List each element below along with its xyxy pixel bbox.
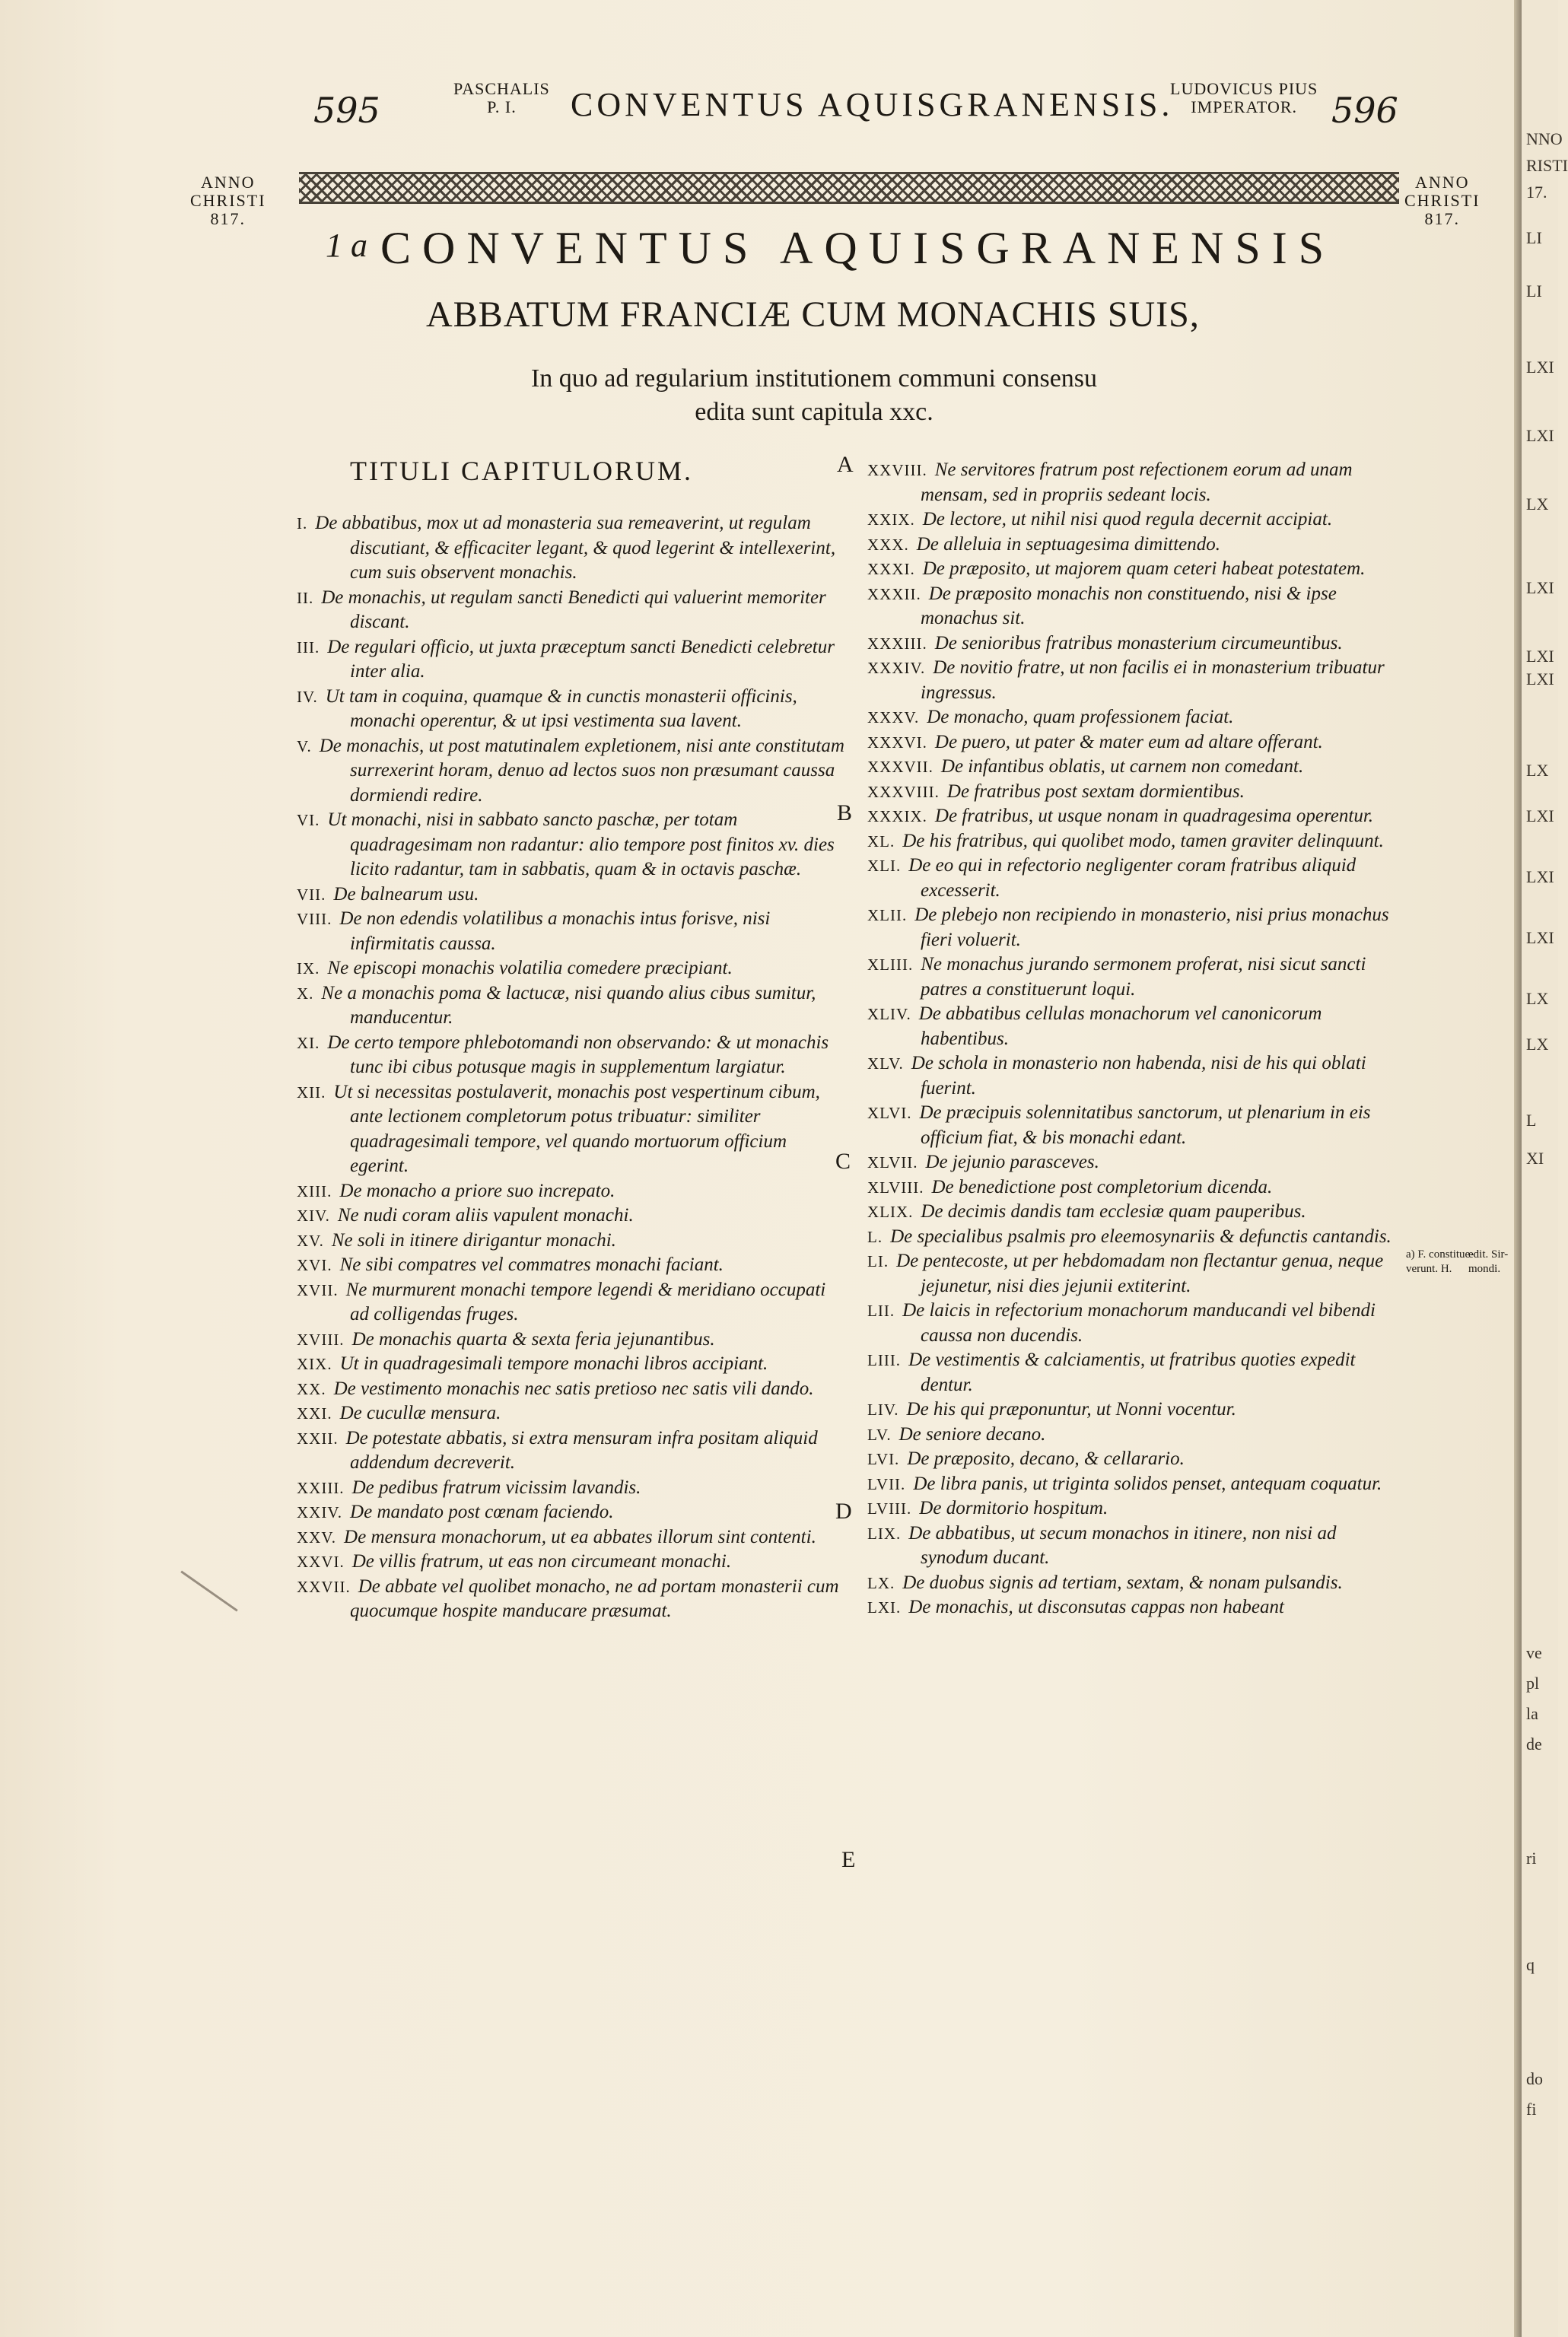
chapter-item-text: De specialibus psalmis pro eleemosynariis & defunctis cantandis. <box>890 1226 1391 1247</box>
ink-smudge <box>180 1570 237 1611</box>
chapter-item-number: IX. <box>297 959 320 978</box>
chapter-item <box>867 854 1400 903</box>
chapter-item-text: De villis fratrum, ut eas non circumeant monachi. <box>351 1551 732 1572</box>
chapter-item-text: De eo qui in refectorio negligenter coram fratribus aliquid excesserit. <box>908 855 1356 901</box>
next-page-fragment: LXI <box>1526 928 1554 947</box>
chapter-item-text: Ne servitores fratrum post refectionem eorum ad unam mensam, sed in propriis sedeant locis. <box>921 459 1353 505</box>
chapter-item-number: XVII. <box>297 1280 339 1299</box>
next-page-fragment: 17. <box>1526 183 1547 202</box>
chapter-item <box>297 1575 844 1624</box>
chapter-item-number: XXII. <box>297 1429 339 1448</box>
chapter-item-number: XLVIII. <box>867 1178 924 1197</box>
page-number-right: 596 <box>1331 90 1398 131</box>
next-page-fragment: pl <box>1526 1674 1540 1693</box>
anno-right-line2: CHRISTI <box>1404 191 1481 210</box>
chapter-item-number: XIX. <box>297 1355 332 1373</box>
chapter-item-text: De abbatibus cellulas monachorum vel canonicorum habentibus. <box>918 1003 1322 1049</box>
chapter-item-text: Ne soli in itinere dirigantur monachi. <box>331 1229 616 1251</box>
chapter-item-text: De fratribus post sextam dormientibus. <box>946 781 1245 802</box>
chapter-item-text: De senioribus fratribus monasterium circumeuntibus. <box>934 632 1343 653</box>
chapter-item-text: De balnearum usu. <box>333 883 479 905</box>
running-head-left-line1: PASCHALIS <box>453 79 550 98</box>
chapter-item-number: XXXV. <box>867 708 920 727</box>
next-page-fragment: RISTI <box>1526 156 1568 175</box>
chapter-item-text: De abbatibus, mox ut ad monasteria sua remeaverint, ut regulam discutiant, & efficaciter legant, & quod legerint & intellexerint, cum suis observent monachis. <box>315 513 836 583</box>
chapter-item <box>297 1401 844 1426</box>
chapter-item-number: XLIV. <box>867 1005 911 1023</box>
chapter-item-number: LIV. <box>867 1401 899 1419</box>
chapter-item <box>297 808 844 882</box>
chapter-item-number: LVIII. <box>867 1499 912 1518</box>
chapter-item-number: IV. <box>297 687 318 706</box>
next-page-fragment: ve <box>1526 1643 1542 1662</box>
chapter-item-number: XXX. <box>867 535 909 554</box>
chapter-item-text: De benedictione post completorium dicenda. <box>931 1176 1273 1197</box>
chapter-item-number: III. <box>297 638 320 657</box>
chapter-item-text: De infantibus oblatis, ut carnem non comedant. <box>940 756 1304 777</box>
chapter-item-text: De fratribus, ut usque nonam in quadragesima operentur. <box>934 806 1374 826</box>
chapter-item-number: XXVII. <box>297 1577 351 1596</box>
footnote-text2: verunt. H. <box>1406 1263 1452 1275</box>
next-page-fragment: LXI <box>1526 647 1554 666</box>
chapter-item-text: Ne monachus jurando sermonem proferat, nisi sicut sancti patres a constituerunt loqui. <box>921 954 1366 1000</box>
next-page-fragment: LI <box>1526 281 1542 300</box>
next-page-fragment: LXI <box>1526 578 1554 597</box>
chapter-item <box>867 1249 1400 1299</box>
chapter-item <box>297 734 844 809</box>
chapter-item-number: VI. <box>297 811 320 829</box>
chapter-item <box>867 1101 1400 1150</box>
main-title: CONVENTUS AQUISGRANENSIS <box>380 223 1336 273</box>
chapter-item-text: De his fratribus, qui quolibet modo, tamen graviter delinquunt. <box>902 830 1384 851</box>
running-title: CONVENTUS AQUISGRANENSIS. <box>571 86 1174 123</box>
chapter-item-text: De monachis, ut post matutinalem expletionem, nisi ante constitutam surrexerint horam, denuo ad lectos suos non præsumant caussa dormiendi redire. <box>319 735 844 806</box>
chapter-item-number: XXV. <box>297 1528 337 1547</box>
next-page-fragment: LX <box>1526 761 1549 780</box>
chapter-item-text: De abbate vel quolibet monacho, ne ad portam monasterii cum quocumque hospite manducare præsumat. <box>350 1575 839 1621</box>
footnote-text1: a) F. constitue- <box>1406 1248 1474 1261</box>
chapter-item <box>297 882 844 908</box>
next-page-fragment: fi <box>1526 2100 1537 2119</box>
chapter-item-text: De mandato post cœnam faciendo. <box>350 1502 614 1522</box>
chapter-item <box>867 1051 1400 1101</box>
running-head-left-line2: P. I. <box>487 97 517 116</box>
margin-letter-c: C <box>835 1149 851 1174</box>
chapter-item-number: VIII. <box>297 910 332 928</box>
chapter-item <box>297 1031 844 1080</box>
next-page-fragment: LX <box>1526 494 1549 514</box>
chapter-item <box>867 1200 1400 1225</box>
chapter-item <box>867 1348 1400 1397</box>
anno-left-line1: ANNO <box>201 173 256 192</box>
chapter-item <box>867 1175 1400 1200</box>
chapter-item-text: Ne murmurent monachi tempore legendi & meridiano occupati ad colligendas fruges. <box>345 1279 826 1324</box>
chapter-item-number: XLVI. <box>867 1104 912 1122</box>
next-page-fragment: de <box>1526 1734 1542 1754</box>
chapter-item <box>297 981 844 1031</box>
chapter-item <box>867 755 1400 780</box>
next-page-fragment: la <box>1526 1704 1538 1723</box>
chapter-item-number: XXXII. <box>867 584 921 603</box>
footnote-text3: edit. Sir- <box>1468 1248 1509 1261</box>
chapter-item <box>867 1150 1400 1175</box>
anno-left-line3: 817. <box>210 209 246 228</box>
chapter-item <box>297 956 844 981</box>
chapter-item-text: De monachis, ut regulam sancti Benedicti qui valuerint memoriter discant. <box>321 587 826 632</box>
chapter-item-text: De præcipuis solennitatibus sanctorum, ut plenarium in eis officium fiat, & bis monachi edant. <box>919 1102 1371 1148</box>
chapter-item-number: XLI. <box>867 857 902 875</box>
next-page-fragment: LX <box>1526 1035 1549 1054</box>
page-number-left: 595 <box>313 90 380 131</box>
chapter-item-number: V. <box>297 736 312 755</box>
footnote-right <box>1468 1248 1514 1277</box>
chapter-list-left <box>297 511 844 1624</box>
next-page-fragment: LXI <box>1526 867 1554 886</box>
chapter-item-number: XVI. <box>297 1256 332 1274</box>
chapter-item <box>867 1595 1400 1620</box>
chapter-item-text: De præposito monachis non constituendo, nisi & ipse monachus sit. <box>921 583 1337 628</box>
chapter-item-number: XXXIX. <box>867 807 927 825</box>
chapter-item-text: De dormitorio hospitum. <box>919 1498 1108 1518</box>
chapter-item-text: De non edendis volatilibus a monachis intus forisve, nisi infirmitatis caussa. <box>339 908 771 954</box>
chapter-item-text: Ut si necessitas postulaverit, monachis post vespertinum cibum, ante lectionem completorum potus tribuatur: similiter quadragesimali tempore, vel quando mortuorum officium egerint. <box>333 1081 820 1176</box>
chapter-item-number: XXXI. <box>867 560 915 578</box>
subtitle-line2: edita sunt capitula xxc. <box>695 398 933 426</box>
chapter-item <box>297 511 844 586</box>
chapter-item-text: De vestimento monachis nec satis pretioso nec satis vili dando. <box>333 1378 814 1399</box>
next-page-fragment: LXI <box>1526 806 1554 825</box>
margin-letter-b: B <box>837 800 853 825</box>
chapter-item-number: XV. <box>297 1231 324 1250</box>
chapter-item-text: Ut in quadragesimali tempore monachi libros accipiant. <box>339 1353 768 1374</box>
next-page-fragment: ri <box>1526 1849 1537 1868</box>
subtitle-line1: In quo ad regularium institutionem communi consensu <box>530 364 1098 393</box>
chapter-item <box>867 705 1400 730</box>
chapter-item <box>867 533 1400 558</box>
chapter-item-number: XXXVI. <box>867 733 927 752</box>
chapter-item-text: De potestate abbatis, si extra mensuram infra positam aliquid addendum decreverit. <box>345 1427 818 1473</box>
chapter-item-text: De monacho, quam professionem faciat. <box>927 707 1234 727</box>
next-page-edge <box>1522 0 1568 2337</box>
next-page-fragment: LXI <box>1526 358 1554 377</box>
chapter-item-number: XL. <box>867 831 895 851</box>
chapter-item <box>867 1423 1400 1448</box>
chapter-item-number: LVII. <box>867 1474 906 1493</box>
chapter-item-number: XXXVII. <box>867 758 933 776</box>
chapter-item-text: De abbatibus, ut secum monachos in itinere, non nisi ad synodum ducant. <box>908 1522 1337 1568</box>
decorative-border-icon <box>299 172 1399 204</box>
chapter-item-text: De puero, ut pater & mater eum ad altare offerant. <box>934 731 1323 752</box>
chapter-item <box>297 1229 844 1254</box>
chapter-item-text: De monachis, ut disconsutas cappas non habeant <box>908 1597 1284 1617</box>
chapter-item-number: XXXVIII. <box>867 782 940 801</box>
margin-letter-a: A <box>837 452 854 477</box>
chapter-item <box>867 804 1400 829</box>
chapter-item-text: De monacho a priore suo increpato. <box>339 1180 615 1201</box>
chapter-item-number: L. <box>867 1227 883 1246</box>
chapter-item-number: XXIX. <box>867 510 915 529</box>
book-gutter <box>1514 0 1522 2337</box>
chapter-item <box>297 1179 844 1204</box>
chapter-item-text: Ne episcopi monachis volatilia comedere præcipiant. <box>327 958 733 978</box>
running-head-right-line1: LUDOVICUS PIUS <box>1170 79 1318 98</box>
chapter-item-number: II. <box>297 588 314 607</box>
chapter-item-number: LX. <box>867 1573 895 1592</box>
running-head-right <box>1170 80 1318 116</box>
chapter-item-number: XX. <box>297 1379 326 1398</box>
chapter-item-text: De duobus signis ad tertiam, sextam, & nonam pulsandis. <box>902 1572 1343 1593</box>
chapter-item-number: LXI. <box>867 1598 902 1617</box>
chapter-item-number: LIX. <box>867 1524 902 1543</box>
chapter-item-number: XXVIII. <box>867 461 927 479</box>
chapter-item-text: De plebejo non recipiendo in monasterio, nisi prius monachus fieri voluerit. <box>914 905 1389 950</box>
chapter-item-text: De monachis quarta & sexta feria jejunantibus. <box>351 1328 715 1350</box>
chapter-item-number: LII. <box>867 1302 895 1320</box>
chapter-item <box>867 507 1400 533</box>
chapter-item-number: XIV. <box>297 1207 330 1225</box>
chapter-item-text: De laicis in refectorium monachorum manducandi vel bibendi caussa non ducendis. <box>902 1300 1376 1346</box>
chapter-item <box>297 1550 844 1575</box>
chapter-item-text: De decimis dandis tam ecclesiæ quam pauperibus. <box>921 1201 1306 1222</box>
chapter-item-number: XXIII. <box>297 1478 345 1497</box>
chapter-item-text: Ne a monachis poma & lactucæ, nisi quando alius cibus sumitur, manducentur. <box>321 982 816 1028</box>
chapter-item-number: XIII. <box>297 1181 332 1200</box>
chapter-item-number: XXXIV. <box>867 659 926 677</box>
chapter-item <box>867 1521 1400 1571</box>
chapter-item-number: XI. <box>297 1033 320 1052</box>
anno-christi-right <box>1404 173 1481 228</box>
anno-christi-left <box>190 173 266 228</box>
chapter-item <box>867 952 1400 1002</box>
anno-right-line1: ANNO <box>1415 173 1470 192</box>
chapter-item <box>867 730 1400 755</box>
chapter-item-text: De alleluia in septuagesima dimittendo. <box>916 533 1221 555</box>
chapter-item-text: De schola in monasterio non habenda, nisi de his qui oblati fuerint. <box>911 1053 1366 1099</box>
chapter-item-text: De pentecoste, ut per hebdomadam non flectantur genua, neque jejunetur, nisi dies jejunii extiterint. <box>896 1251 1384 1296</box>
chapter-item <box>867 903 1400 952</box>
chapter-item <box>297 635 844 685</box>
chapter-item <box>297 1476 844 1501</box>
chapter-item <box>867 656 1400 705</box>
anno-left-line2: CHRISTI <box>190 191 266 210</box>
chapter-item-text: De seniore decano. <box>898 1423 1046 1445</box>
chapter-item-number: XLIX. <box>867 1203 914 1221</box>
chapter-item <box>867 1496 1400 1521</box>
subtitle <box>426 362 1202 429</box>
footnote-text4: mondi. <box>1468 1263 1501 1275</box>
chapter-item-number: LIII. <box>867 1351 902 1369</box>
chapter-item-text: De vestimentis & calciamentis, ut fratribus quoties expedit dentur. <box>908 1350 1356 1395</box>
chapter-item-number: I. <box>297 514 308 533</box>
chapter-item-text: De jejunio parasceves. <box>925 1152 1099 1172</box>
chapter-item-text: Ne nudi coram aliis vapulent monachi. <box>337 1205 634 1226</box>
next-page-fragment: LI <box>1526 228 1542 247</box>
chapter-item-text: De his qui præponuntur, ut Nonni vocentur. <box>906 1399 1236 1420</box>
main-title-line2: ABBATUM FRANCIÆ CUM MONACHIS SUIS, <box>426 294 1200 335</box>
chapter-item <box>867 582 1400 631</box>
chapter-item-text: De novitio fratre, ut non facilis ei in monasterium tribuatur ingressus. <box>921 657 1385 703</box>
chapter-item-number: XLV. <box>867 1054 904 1073</box>
chapter-item <box>297 1080 844 1179</box>
chapter-item <box>297 1500 844 1525</box>
chapter-item-number: VII. <box>297 885 326 904</box>
chapter-item <box>297 1278 844 1327</box>
chapter-item <box>297 586 844 635</box>
next-page-fragment: LXI <box>1526 426 1554 445</box>
chapter-item <box>297 1203 844 1229</box>
chapter-item-text: Ne sibi compatres vel commatres monachi faciant. <box>339 1254 724 1275</box>
chapter-item <box>867 1299 1400 1348</box>
running-head-right-line2: IMPERATOR. <box>1191 97 1298 116</box>
chapter-item-text: De lectore, ut nihil nisi quod regula decernit accipiat. <box>922 509 1333 529</box>
chapter-item <box>867 631 1400 657</box>
chapter-item <box>867 1472 1400 1497</box>
chapter-item-text: De mensura monachorum, ut ea abbates illorum sint contenti. <box>344 1526 816 1547</box>
chapter-item <box>867 1397 1400 1423</box>
chapter-item <box>297 1525 844 1550</box>
next-page-fragment: XI <box>1526 1149 1544 1168</box>
chapter-item-number: XLIII. <box>867 955 914 974</box>
running-head-left <box>453 80 550 116</box>
chapter-item-text: Ut monachi, nisi in sabbato sancto paschæ, per totam quadragesimam non radantur: alio tempore post finitos xv. dies licito radantur, tam in sabbatis, quam & in octavis paschæ. <box>327 809 835 879</box>
chapter-item <box>297 1253 844 1278</box>
chapter-item-number: LI. <box>867 1252 889 1270</box>
chapter-item-number: XVIII. <box>297 1330 345 1349</box>
margin-letter-d: D <box>835 1499 852 1524</box>
chapter-number: 1 a <box>326 227 367 264</box>
chapter-item <box>297 1352 844 1377</box>
margin-letter-e: E <box>841 1847 856 1872</box>
chapter-item <box>297 1377 844 1402</box>
chapter-item <box>867 829 1400 854</box>
chapter-item <box>867 1447 1400 1472</box>
list-heading: TITULI CAPITULORUM. <box>350 456 693 486</box>
chapter-item <box>867 458 1400 507</box>
chapter-item <box>297 907 844 956</box>
chapter-item-text: De libra panis, ut triginta solidos penset, antequam coquatur. <box>913 1473 1382 1494</box>
chapter-item <box>867 780 1400 805</box>
chapter-item-number: XLVII. <box>867 1153 918 1172</box>
chapter-item-text: De præposito, decano, & cellarario. <box>907 1448 1185 1469</box>
next-page-fragment: LXI <box>1526 669 1554 688</box>
chapter-item-number: XXIV. <box>297 1503 343 1521</box>
chapter-item-text: De certo tempore phlebotomandi non observando: & ut monachis tunc ibi cibus potusque magis in supplementum largiatur. <box>327 1032 829 1077</box>
chapter-item-text: De pedibus fratrum vicissim lavandis. <box>351 1477 641 1498</box>
next-page-fragment: do <box>1526 2069 1543 2088</box>
chapter-item <box>297 1327 844 1353</box>
chapter-item <box>867 1002 1400 1051</box>
chapter-item-text: De præposito, ut majorem quam ceteri habeat potestatem. <box>922 558 1366 579</box>
chapter-item-number: XXI. <box>297 1404 332 1423</box>
next-page-fragment: L <box>1526 1111 1537 1130</box>
chapter-item-number: XII. <box>297 1083 326 1102</box>
chapter-item-number: X. <box>297 984 314 1003</box>
chapter-item <box>867 557 1400 582</box>
chapter-list-right <box>867 458 1400 1620</box>
chapter-item-number: XLII. <box>867 906 908 924</box>
chapter-item-text: De regulari officio, ut juxta præceptum sancti Benedicti celebretur inter alia. <box>327 636 835 682</box>
chapter-item-number: LVI. <box>867 1450 900 1468</box>
chapter-item-text: De cucullæ mensura. <box>339 1403 501 1423</box>
anno-right-line3: 817. <box>1424 209 1461 228</box>
chapter-item-number: XXVI. <box>297 1553 345 1571</box>
chapter-item-number: XXXIII. <box>867 634 927 653</box>
chapter-item <box>297 685 844 734</box>
chapter-item-number: LV. <box>867 1425 892 1444</box>
chapter-item <box>867 1571 1400 1596</box>
chapter-item-text: Ut tam in coquina, quamque & in cunctis monasterii officinis, monachi operentur, & ut ipsi vestimenta sua lavent. <box>325 685 797 731</box>
chapter-item <box>867 1225 1400 1250</box>
next-page-fragment: NNO <box>1526 129 1563 148</box>
next-page-fragment: q <box>1526 1955 1535 1974</box>
chapter-item <box>297 1426 844 1476</box>
next-page-fragment: LX <box>1526 989 1549 1008</box>
